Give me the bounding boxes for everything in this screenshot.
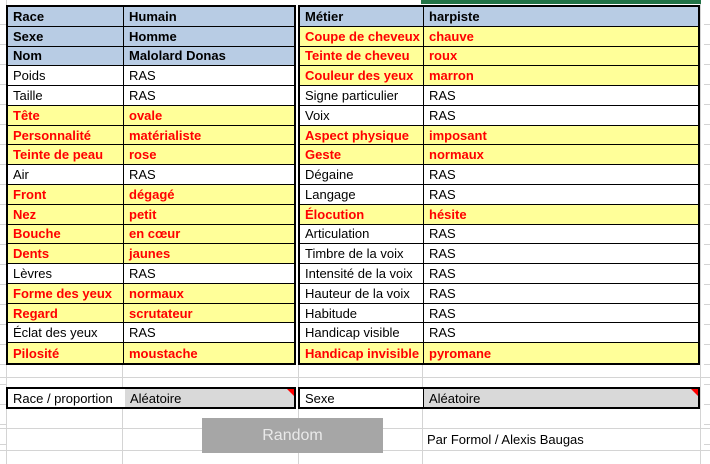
row-label-cell[interactable]: Race (8, 7, 123, 26)
row-value-cell[interactable]: RAS (423, 264, 698, 283)
row-label-cell[interactable]: Dents (8, 244, 123, 263)
row-label-cell[interactable]: Teinte de peau (8, 145, 123, 164)
row-label-cell[interactable]: Bouche (8, 225, 123, 244)
table-row (300, 126, 698, 146)
row-label-cell[interactable]: Pilosité (8, 343, 123, 363)
table-row (8, 47, 294, 67)
row-value-cell[interactable]: RAS (423, 106, 698, 125)
row-label-cell[interactable]: Handicap invisible (300, 343, 423, 363)
character-table-right-block (298, 5, 700, 365)
table-row (8, 27, 294, 47)
row-value-cell[interactable]: rose (123, 145, 294, 164)
row-value-cell[interactable]: en cœur (123, 225, 294, 244)
table-row (300, 343, 698, 363)
row-value-cell[interactable]: ovale (123, 106, 294, 125)
table-row (300, 145, 698, 165)
table-row (300, 66, 698, 86)
table-row (300, 47, 698, 67)
sexe-value: Aléatoire (429, 390, 481, 406)
row-value-cell[interactable]: RAS (123, 264, 294, 283)
row-label-cell[interactable]: Langage (300, 185, 423, 204)
row-label-cell[interactable]: Couleur des yeux (300, 66, 423, 85)
row-label-cell[interactable]: Geste (300, 145, 423, 164)
row-label-cell[interactable]: Sexe (8, 27, 123, 46)
sexe-label: Sexe (300, 389, 423, 407)
row-value-cell[interactable]: hésite (423, 205, 698, 224)
table-row (8, 264, 294, 284)
table-row (8, 86, 294, 106)
row-value-cell[interactable]: RAS (123, 66, 294, 85)
row-label-cell[interactable]: Teinte de cheveu (300, 47, 423, 66)
table-row (300, 264, 698, 284)
table-row (300, 7, 698, 27)
table-row (8, 323, 294, 343)
row-value-cell[interactable]: RAS (123, 165, 294, 184)
comment-indicator-icon (287, 389, 294, 396)
row-value-cell[interactable]: RAS (423, 165, 698, 184)
row-value-cell[interactable]: RAS (423, 244, 698, 263)
row-value-cell[interactable]: harpiste (423, 7, 698, 26)
row-value-cell[interactable]: RAS (123, 86, 294, 105)
table-row (8, 205, 294, 225)
table-row (300, 225, 698, 245)
table-row (300, 304, 698, 324)
table-row (300, 165, 698, 185)
character-table-left-block (6, 5, 296, 365)
credit-text: Par Formol / Alexis Baugas (427, 431, 584, 447)
table-row (8, 185, 294, 205)
row-value-cell[interactable]: imposant (423, 126, 698, 145)
row-value-cell[interactable]: RAS (423, 86, 698, 105)
row-value-cell[interactable]: marron (423, 66, 698, 85)
table-row (8, 165, 294, 185)
table-row (8, 284, 294, 304)
row-value-cell[interactable]: RAS (423, 284, 698, 303)
row-value-cell[interactable]: jaunes (123, 244, 294, 263)
row-label-cell[interactable]: Handicap visible (300, 323, 423, 342)
row-value-cell[interactable]: RAS (423, 225, 698, 244)
race-proportion-selector (6, 387, 296, 409)
row-value-cell[interactable]: Malolard Donas (123, 47, 294, 66)
gridline (0, 377, 710, 378)
row-value-cell[interactable]: roux (423, 47, 698, 66)
table-row (8, 106, 294, 126)
table-row (300, 284, 698, 304)
row-label-cell[interactable]: Lèvres (8, 264, 123, 283)
table-row (8, 244, 294, 264)
row-value-cell[interactable]: chauve (423, 27, 698, 46)
row-label-cell[interactable]: Hauteur de la voix (300, 284, 423, 303)
right-margin-gridlines (704, 5, 710, 464)
table-row (300, 106, 698, 126)
row-label-cell[interactable]: Timbre de la voix (300, 244, 423, 263)
row-label-cell[interactable]: Regard (8, 304, 123, 323)
row-label-cell[interactable]: Forme des yeux (8, 284, 123, 303)
active-cell-green-border (421, 0, 701, 4)
table-row (8, 66, 294, 86)
table-row (8, 304, 294, 324)
table-row (8, 343, 294, 363)
row-label-cell[interactable]: Voix (300, 106, 423, 125)
row-label-cell[interactable]: Intensité de la voix (300, 264, 423, 283)
sexe-dropdown[interactable] (423, 389, 698, 407)
table-row (8, 145, 294, 165)
random-button[interactable]: Random (202, 418, 383, 453)
row-label-cell[interactable]: Dégaine (300, 165, 423, 184)
row-label-cell[interactable]: Nez (8, 205, 123, 224)
row-label-cell[interactable]: Signe particulier (300, 86, 423, 105)
table-row (300, 27, 698, 47)
row-label-cell[interactable]: Poids (8, 66, 123, 85)
row-value-cell[interactable]: RAS (423, 304, 698, 323)
row-label-cell[interactable]: Front (8, 185, 123, 204)
row-label-cell[interactable]: Taille (8, 86, 123, 105)
row-value-cell[interactable]: pyromane (423, 343, 698, 363)
table-row (8, 7, 294, 27)
gridline (700, 0, 701, 464)
gridline (422, 365, 423, 464)
race-proportion-label: Race / proportion (8, 389, 125, 407)
row-label-cell[interactable]: Métier (300, 7, 423, 26)
row-label-cell[interactable]: Élocution (300, 205, 423, 224)
row-label-cell[interactable]: Coupe de cheveux (300, 27, 423, 46)
row-label-cell[interactable]: Articulation (300, 225, 423, 244)
row-value-cell[interactable]: Homme (123, 27, 294, 46)
race-proportion-value: Aléatoire (130, 390, 182, 406)
table-row (300, 205, 698, 225)
row-value-cell[interactable]: RAS (423, 185, 698, 204)
table-row (300, 86, 698, 106)
row-label-cell[interactable]: Aspect physique (300, 126, 423, 145)
sexe-selector (298, 387, 700, 409)
row-value-cell[interactable]: normaux (123, 284, 294, 303)
table-row (8, 225, 294, 245)
table-row (300, 323, 698, 343)
row-value-cell[interactable]: normaux (423, 145, 698, 164)
row-value-cell[interactable]: moustache (123, 343, 294, 363)
row-label-cell[interactable]: Air (8, 165, 123, 184)
race-proportion-dropdown[interactable] (125, 389, 294, 407)
gridline (122, 365, 123, 464)
comment-indicator-icon (691, 389, 698, 396)
row-label-cell[interactable]: Personnalité (8, 126, 123, 145)
row-label-cell[interactable]: Éclat des yeux (8, 323, 123, 342)
row-label-cell[interactable]: Tête (8, 106, 123, 125)
table-row (8, 126, 294, 146)
row-value-cell[interactable]: Humain (123, 7, 294, 26)
row-label-cell[interactable]: Habitude (300, 304, 423, 323)
row-value-cell[interactable]: scrutateur (123, 304, 294, 323)
row-value-cell[interactable]: RAS (123, 323, 294, 342)
row-value-cell[interactable]: dégagé (123, 185, 294, 204)
table-row (300, 244, 698, 264)
table-row (300, 185, 698, 205)
row-value-cell[interactable]: RAS (423, 323, 698, 342)
row-label-cell[interactable]: Nom (8, 47, 123, 66)
row-value-cell[interactable]: matérialiste (123, 126, 294, 145)
row-value-cell[interactable]: petit (123, 205, 294, 224)
